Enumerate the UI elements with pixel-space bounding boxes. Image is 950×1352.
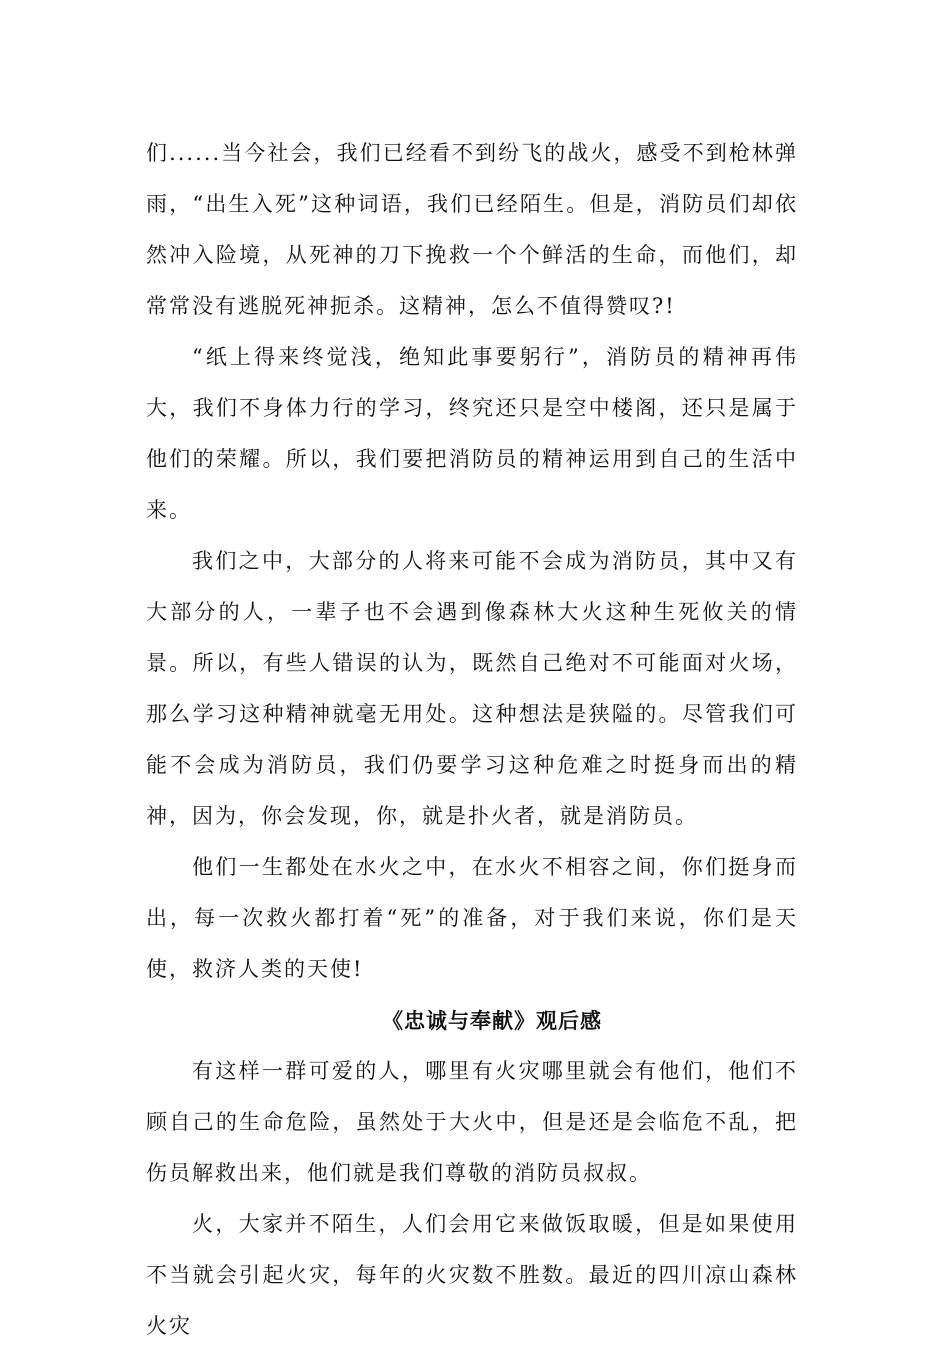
paragraph: 他们一生都处在水火之中，在水火不相容之间，你们挺身而出，每一次救火都打着“死”的准备，对于我们来说，你们是天使，救济人类的天使! <box>146 855 798 981</box>
paragraph: 有这样一群可爱的人，哪里有火灾哪里就会有他们，他们不顾自己的生命危险，虽然处于大火中，但是还是会临危不乱，把伤员解救出来，他们就是我们尊敬的消防员叔叔。 <box>146 1059 798 1185</box>
paragraph: 我们之中，大部分的人将来可能不会成为消防员，其中又有大部分的人，一辈子也不会遇到像森林大火这种生死攸关的情景。所以，有些人错误的认为，既然自己绝对不可能面对火场，那么学习这种精神就毫无用处。这种想法是狭隘的。尽管我们可能不会成为消防员，我们仍要学习这种危难之时挺身而出的精神，因为，你会发现，你，就是扑火者，就是消防员。 <box>146 549 798 828</box>
paragraph-continued: 们......当今社会，我们已经看不到纷飞的战火，感受不到枪林弹雨，“出生入死”这种词语，我们已经陌生。但是，消防员们却依然冲入险境，从死神的刀下挽救一个个鲜活的生命，而他们，却常常没有逃脱死神扼杀。这精神，怎么不值得赞叹?! <box>146 141 798 318</box>
section-title: 《忠诚与奉献》观后感 <box>382 1008 602 1033</box>
document-body <box>146 128 798 1352</box>
paragraph: “纸上得来终觉浅，绝知此事要躬行”，消防员的精神再伟大，我们不身体力行的学习，终究还只是空中楼阁，还只是属于他们的荣耀。所以，我们要把消防员的精神运用到自己的生活中来。 <box>146 345 798 522</box>
paragraph: 火，大家并不陌生，人们会用它来做饭取暖，但是如果使用不当就会引起火灾，每年的火灾数不胜数。最近的四川凉山森林火灾 <box>146 1212 798 1338</box>
